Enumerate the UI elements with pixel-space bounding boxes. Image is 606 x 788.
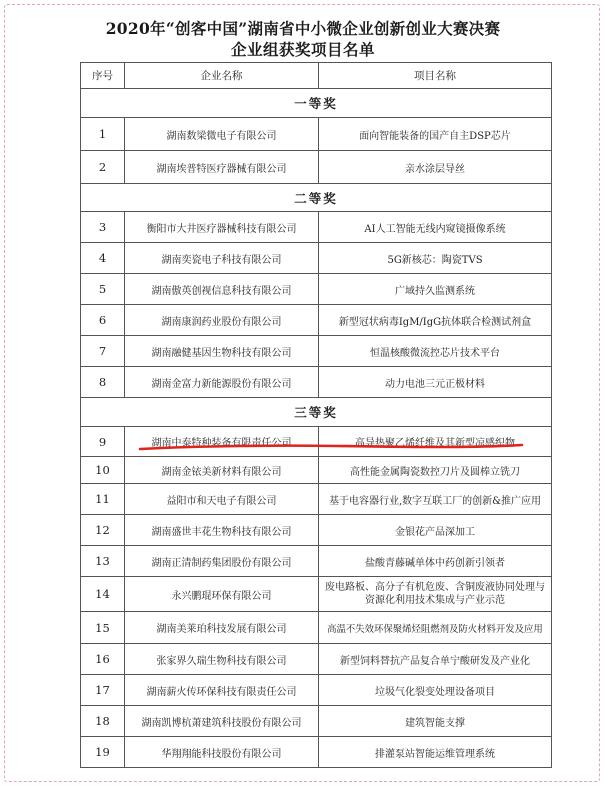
- row-company: 湖南康润药业股份有限公司: [125, 305, 319, 336]
- row-project: 新型冠状病毒IgM/IgG抗体联合检测试剂盒: [319, 305, 552, 336]
- table-row: [81, 515, 552, 546]
- row-num: 3: [81, 212, 125, 243]
- table-row: [81, 546, 552, 577]
- row-project: 金银花产品深加工: [319, 515, 552, 546]
- row-project: 亲水涂层导丝: [319, 151, 552, 184]
- row-num: 7: [81, 336, 125, 367]
- row-num: 2: [81, 151, 125, 184]
- row-num: 8: [81, 367, 125, 398]
- row-num: 6: [81, 305, 125, 336]
- section-first-prize: 一等奖: [81, 89, 552, 118]
- row-project: 废电路板、高分子有机危废、含铜废液协同处理与资源化利用技术集成与产业示范: [319, 577, 552, 612]
- header-company: 企业名称: [125, 63, 319, 89]
- document-title: 2020年“创客中国”湖南省中小微企业创新创业大赛决赛: [105, 19, 501, 38]
- row-company: 湖南融健基因生物科技有限公司: [125, 336, 319, 367]
- row-company: 湖南数梁微电子有限公司: [125, 118, 319, 151]
- row-company: 湖南凯博杭萧建筑科技股份有限公司: [125, 706, 319, 737]
- row-company: 湖南金富力新能源股份有限公司: [125, 367, 319, 398]
- row-num: 1: [81, 118, 125, 151]
- table-row: [81, 243, 552, 274]
- row-company: 湖南正清制药集团股份有限公司: [125, 546, 319, 577]
- row-project: 面向智能装备的国产自主DSP芯片: [319, 118, 552, 151]
- row-project: 高性能金属陶瓷数控刀片及圆棒立铣刀: [319, 457, 552, 484]
- row-company: 湖南傲英创视信息科技有限公司: [125, 274, 319, 305]
- document-subtitle: 企业组获奖项目名单: [230, 40, 375, 59]
- table-row: [81, 737, 552, 768]
- table-row: [81, 212, 552, 243]
- row-project: 垃圾气化裂变处理设备项目: [319, 675, 552, 706]
- section-second-prize: 二等奖: [81, 184, 552, 212]
- table-row: [81, 612, 552, 644]
- table-row: [81, 151, 552, 184]
- table-row: [81, 118, 552, 151]
- award-table: [80, 62, 552, 768]
- row-project: 新型饲料替抗产品复合单宁酸研发及产业化: [319, 644, 552, 675]
- row-num: 10: [81, 457, 125, 484]
- row-project: 恒温核酸微流控芯片技术平台: [319, 336, 552, 367]
- row-num: 19: [81, 737, 125, 768]
- row-company: 益阳市和天电子有限公司: [125, 484, 319, 515]
- row-company: 湖南美莱珀科技发展有限公司: [125, 612, 319, 644]
- row-company: 湖南薪火传环保科技有限责任公司: [125, 675, 319, 706]
- table-row: [81, 336, 552, 367]
- row-company: 湖南奕瓷电子科技有限公司: [125, 243, 319, 274]
- section-third-prize: 三等奖: [81, 398, 552, 427]
- row-project: 广域持久监测系统: [319, 274, 552, 305]
- row-num: 9: [81, 427, 125, 457]
- row-company: 湖南盛世丰花生物科技有限公司: [125, 515, 319, 546]
- row-project: 建筑智能支撑: [319, 706, 552, 737]
- row-num: 11: [81, 484, 125, 515]
- row-company: 湖南埃普特医疗器械有限公司: [125, 151, 319, 184]
- row-num: 12: [81, 515, 125, 546]
- row-company: 湖南金铱美新材料有限公司: [125, 457, 319, 484]
- row-num: 14: [81, 577, 125, 612]
- table-row: [81, 706, 552, 737]
- row-num: 16: [81, 644, 125, 675]
- row-num: 18: [81, 706, 125, 737]
- row-company: 华翔翔能科技股份有限公司: [125, 737, 319, 768]
- row-company: 张家界久瑞生物科技有限公司: [125, 644, 319, 675]
- row-company: 永兴鹏琨环保有限公司: [125, 577, 319, 612]
- row-num: 17: [81, 675, 125, 706]
- table-row: [81, 484, 552, 515]
- table-row: [81, 577, 552, 612]
- row-project: 基于电容器行业,数字互联工厂的创新&推广应用: [319, 484, 552, 515]
- row-project: 高温不失效环保聚烯烃阻燃剂及防火材料开发及应用: [319, 612, 552, 644]
- table-row: [81, 367, 552, 398]
- section-row-third: [81, 398, 552, 427]
- red-underline-annotation: [138, 441, 524, 453]
- table-row: [81, 274, 552, 305]
- row-project: 盐酸青藤碱单体中药创新引领者: [319, 546, 552, 577]
- table-row: [81, 305, 552, 336]
- row-num: 13: [81, 546, 125, 577]
- row-project: 5G新核芯：陶瓷TVS: [319, 243, 552, 274]
- row-project: 动力电池三元正极材料: [319, 367, 552, 398]
- row-num: 15: [81, 612, 125, 644]
- table-row: [81, 457, 552, 484]
- header-project: 项目名称: [319, 63, 552, 89]
- row-num: 5: [81, 274, 125, 305]
- row-project: 排灌泵站智能运维管理系统: [319, 737, 552, 768]
- header-num: 序号: [81, 63, 125, 89]
- table-header-row: [81, 63, 552, 89]
- row-company: 衡阳市大井医疗器械科技有限公司: [125, 212, 319, 243]
- row-num: 4: [81, 243, 125, 274]
- row-project: AI人工智能无线内窥镜摄像系统: [319, 212, 552, 243]
- table-row: [81, 675, 552, 706]
- row-project: 高导热聚乙烯纤维及其新型凉感织物: [319, 427, 552, 457]
- row-company: 湖南中泰特种装备有限责任公司: [125, 427, 319, 457]
- section-row-first: [81, 89, 552, 118]
- section-row-second: [81, 184, 552, 212]
- table-row: [81, 644, 552, 675]
